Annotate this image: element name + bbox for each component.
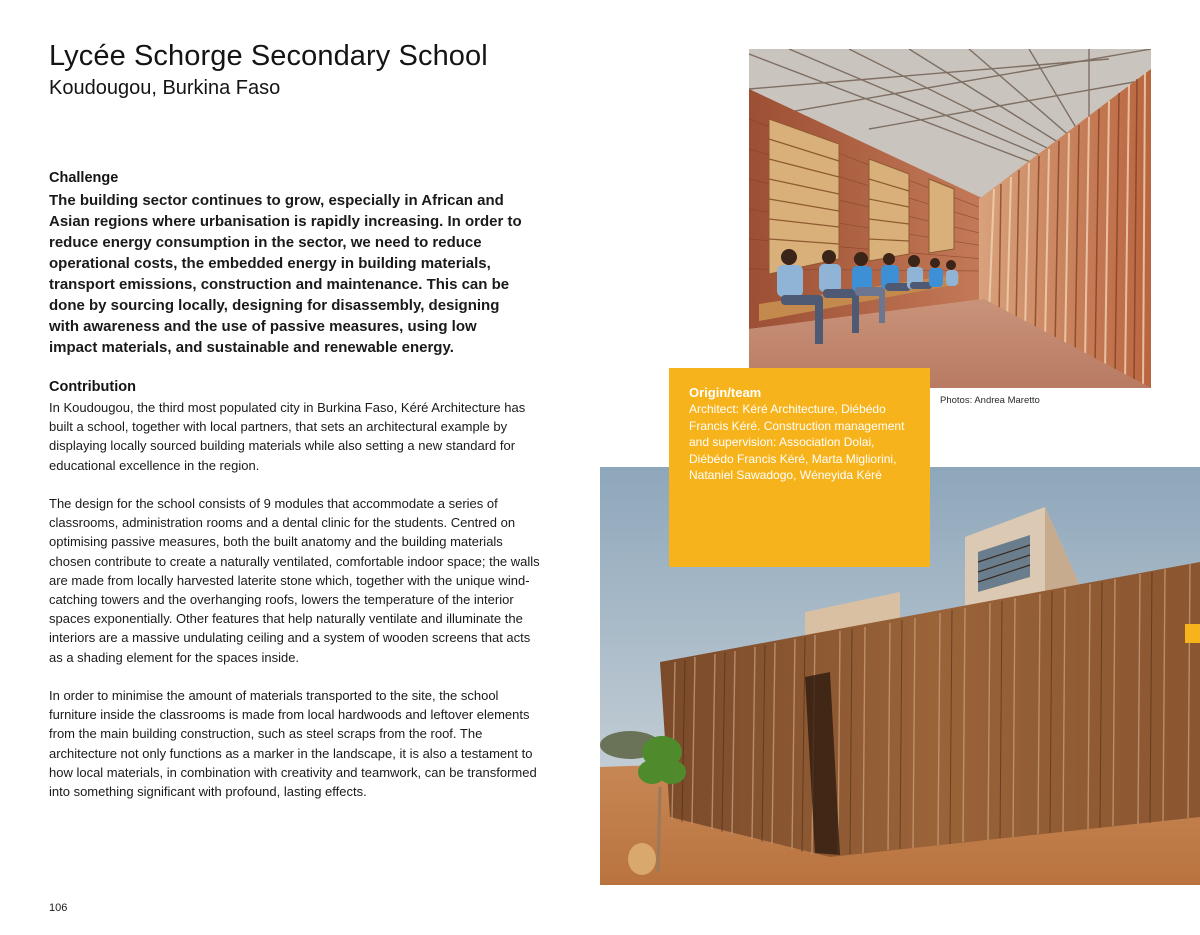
origin-text: Architect: Kéré Architecture, Diébédo Francis Kéré. Construction management and supervision: Association Dolai, Diébédo Francis Kéré, Marta Migliorini, Nataniel Sawadogo, Wéneyida Kéré <box>689 402 905 483</box>
photo-credit: Photos: Andrea Maretto <box>940 395 1040 406</box>
challenge-text: The building sector continues to grow, especially in African and Asian regions where urbanisation is rapidly increasing. In order to reduce energy consumption in the sector, we need to reduce operational costs, the embedded energy in building materials, transport emissions, construction and maintenance. This can be done by sourcing locally, designing for disassembly, designing with awareness and the use of passive measures, using low impact materials, and sustainable and renewable energy. <box>49 192 522 356</box>
edge-tab-marker <box>1185 624 1200 643</box>
page-subtitle: Koudougou, Burkina Faso <box>49 77 281 99</box>
contribution-paragraph-1: In Koudougou, the third most populated city in Burkina Faso, Kéré Architecture has built a school, together with local partners, that sets an architectural example by displaying locally sourced building materials while also setting a new standard for educational excellence in the region. <box>49 400 526 473</box>
challenge-heading: Challenge <box>49 170 119 186</box>
page-title: Lycée Schorge Secondary School <box>49 40 488 72</box>
origin-team-box <box>669 368 930 567</box>
contribution-paragraph-3: In order to minimise the amount of materials transported to the site, the school furniture inside the classrooms is made from local hardwoods and leftover elements from the main building construction, such as steel scraps from the roof. The architecture not only functions as a marker in the landscape, it is also a testament to how local materials, in combination with creativity and teamwork, can be transformed into something significant with profound, lasting effects. <box>49 688 537 800</box>
photo-corridor-students <box>749 49 1151 388</box>
page-number: 106 <box>49 902 68 914</box>
origin-heading: Origin/team <box>689 385 762 400</box>
contribution-heading: Contribution <box>49 379 136 395</box>
contribution-paragraph-2: The design for the school consists of 9 modules that accommodate a series of classrooms, administration rooms and a dental clinic for the students. Centred on optimising passive measures, both the built anatomy and the building materials chosen contribute to create a naturally ventilated, comfortable indoor space; the walls are made from locally harvested laterite stone which, together with the unique wind-catching towers and the overhanging roofs, lowers the temperature of the interior spaces exponentially. Other features that help naturally ventilate and illuminate the interiors are a massive undulating ceiling and a system of wooden screens that acts as a shading element for the spaces inside. <box>49 496 540 665</box>
